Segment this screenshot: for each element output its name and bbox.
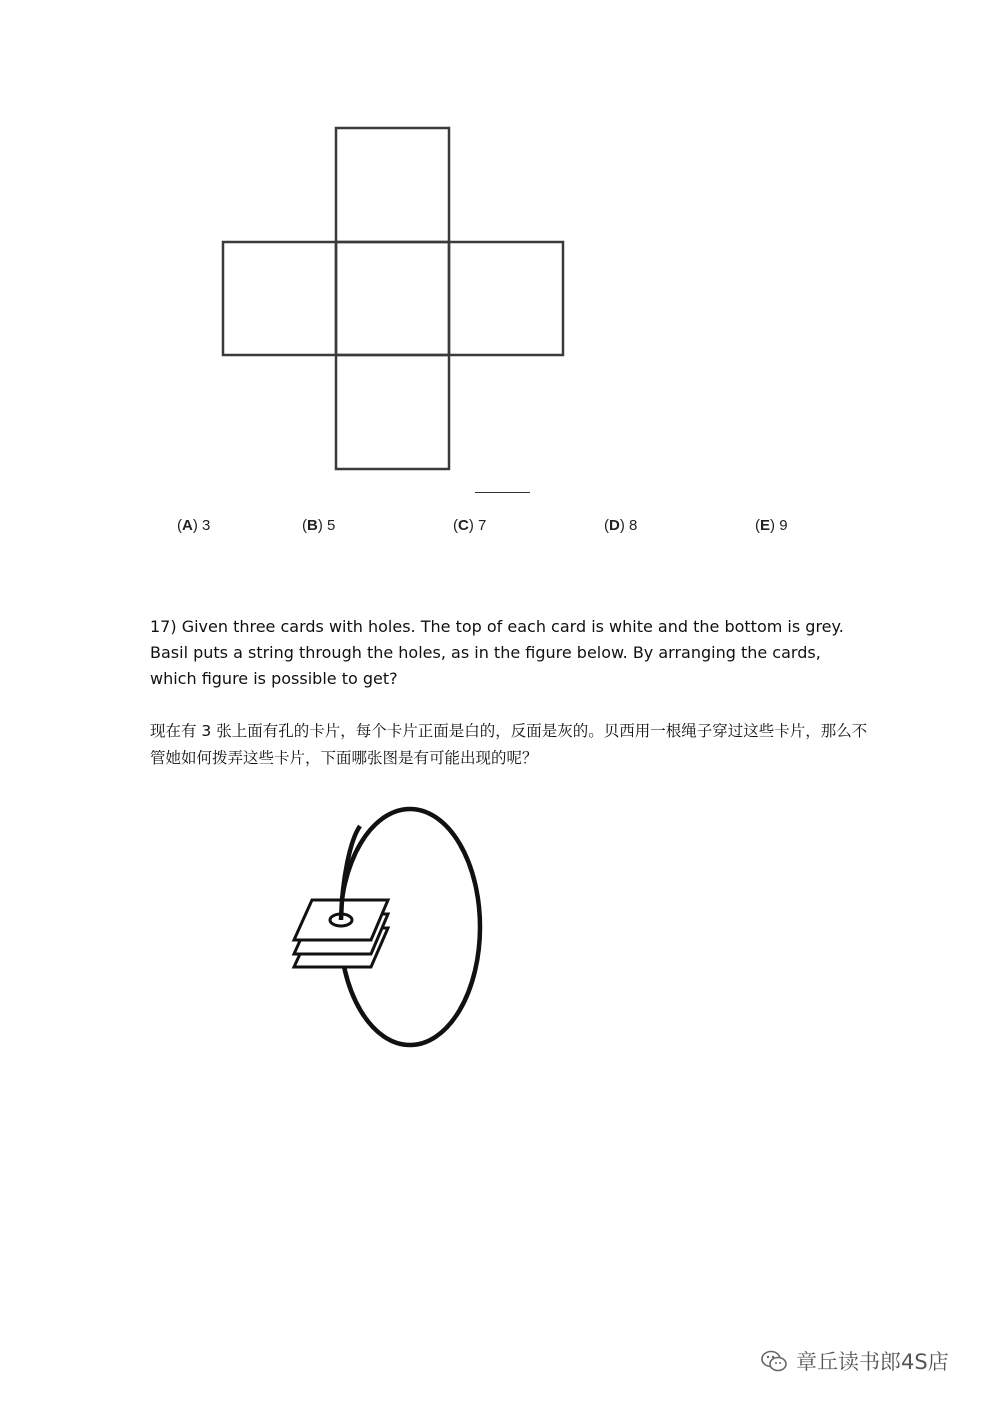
option-b: (B) 5 <box>302 517 336 534</box>
watermark-text: 章丘读书郎4S店 <box>796 1350 949 1374</box>
option-d: (D) 8 <box>604 517 638 534</box>
watermark <box>760 1346 949 1376</box>
option-c: (C) 7 <box>453 517 487 534</box>
wechat-icon <box>760 1349 788 1373</box>
option-a: (A) 3 <box>177 517 211 534</box>
question-17-chinese: 现在有 3 张上面有孔的卡片，每个卡片正面是白的，反面是灰的。贝西用一根绳子穿过这些卡片，那么不管她如何拨弄这些卡片，下面哪张图是有可能出现的呢？ <box>150 722 868 767</box>
option-e: (E) 9 <box>755 517 788 534</box>
question-17-english: 17) Given three cards with holes. The top of each card is white and the bottom is grey. Basil puts a string through the holes, as in the figure below. By arranging the cards, which figure is possible to get? <box>150 617 844 688</box>
